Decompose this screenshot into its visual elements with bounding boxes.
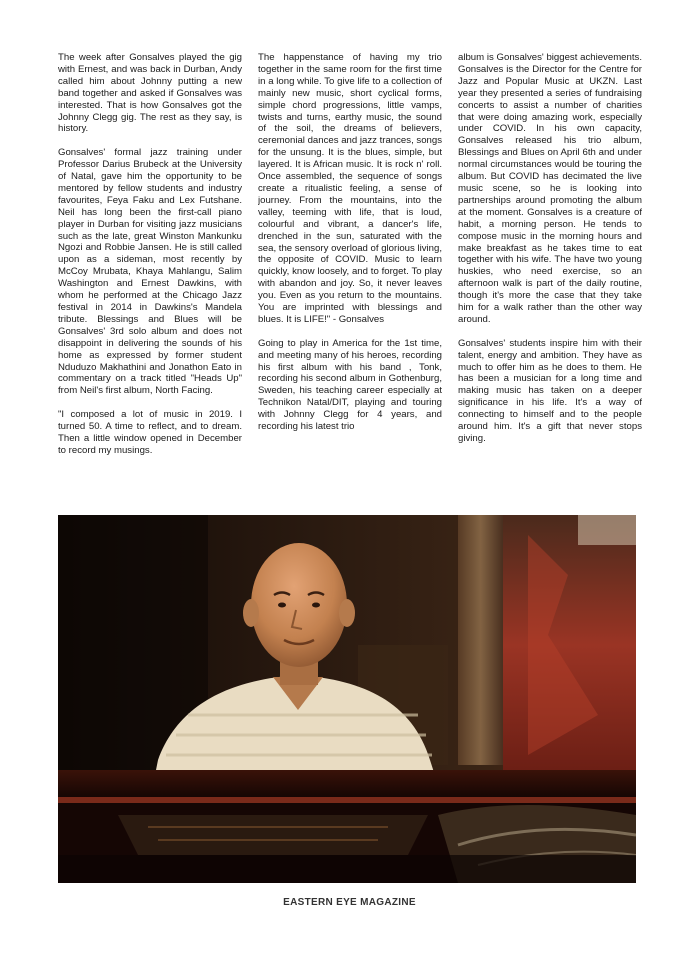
article-paragraph: Going to play in America for the 1st time, and meeting many of his heroes, recording his first album with his band , Tonk, recording his second album in Gothenburg, Sweden, his teaching career especially at Technikon Natal/DIT, playing and touring with Johnny Clegg for 4 years, and recording his latest trio — [258, 337, 442, 433]
pianist-photo — [58, 515, 636, 883]
article-paragraph: album is Gonsalves' biggest achievements. Gonsalves is the Director for the Centre for Jazz and Popular Music at UKZN. Last year they presented a series of fundraising concerts to assist a number of charities that were doing amazing work, especially under COVID. In his own capacity, Gonsalves released his trio album, Blessings and Blues on April 6th and under normal circumstances would be touring the album. But COVID has decimated the live music scene, so he is looking into partnerships around promoting the album at the moment. Gonsalves is a creature of habit, a morning person. He tends to compose music in the morning hours and make breakfast as he takes time to eat together with his wife. The have two young huskies, who need exercise, so an afternoon walk is part of the daily routine, though it's more the case that they take him for a walk rather than the other way around. — [458, 52, 642, 325]
article-paragraph: Gonsalves' formal jazz training under Professor Darius Brubeck at the University of Natal, gave him the opportunity to be mentored by fellow students and industry favourites, Feya Faku and Lex Futshane. Neil has long been the first-call piano player in Durban for visiting jazz musicians such as the late, great Winston Mankunku Ngozi and Robbie Jansen. He is still called upon as a sideman, most recently by McCoy Mrubata, Khaya Mahlangu, Salim Washington and Ernest Dawkins, with whom he performed at the Chicago Jazz festival in 2014 in Dawkins's Mandela tribute. Blessings and Blues will be Gonsalves' 3rd solo album and does not disappoint in delivering the sounds of his home as expressed by former student Nduduzo Makhathini and Jonathon Eato in commentary on a track titled "Heads Up" from Neil's first album, North Facing. — [58, 147, 242, 397]
article-paragraph: The week after Gonsalves played the gig with Ernest, and was back in Durban, Andy called him about Johnny putting a new band together and asked if Gonsalves was interested. That is how Gonsalves got the Johnny Clegg gig. The rest as they say, is history. — [58, 52, 242, 135]
article-column-3 — [458, 52, 642, 507]
pianist-illustration — [58, 515, 636, 883]
publication-footer: EASTERN EYE MAGAZINE — [283, 897, 416, 908]
article-paragraph: The happenstance of having my trio together in the same room for the first time in a long while. To give life to a collection of mainly new music, short cyclical forms, simple chord progressions, little vamps, twists and turns, earthy music, the sound of the soil, the dreams of believers, ceremonial dances and jazz trances, songs for the unsung. It is the blues, simple, but layered. It is African music. It is rock n' roll. Once assembled, the sequence of songs create a ritualistic feeling, a sense of journey. From the mountains, into the valley, teeming with life, that is loud, colourful and vibrant, a dancer's life, drenched in the sun, saturated with the sea, the sensory overload of glorious living, the opposite of COVID. Music to learn quickly, know loosely, and to forget. To play with abandon and joy. So, it never leaves you. Even as you return to the mountains. You are imprinted with blessings and blues. It is LIFE!" - Gonsalves — [258, 52, 442, 325]
article-column-2 — [258, 52, 442, 507]
article-column-1 — [58, 52, 242, 507]
article-paragraph: "I composed a lot of music in 2019. I turned 50. A time to reflect, and to dream. Then a little window opened in December to record my musings. — [58, 409, 242, 456]
article-paragraph: Gonsalves' students inspire him with their talent, energy and ambition. They have as much to offer him as he does to them. He has been a musician for a long time and making music has taken on a deeper significance in his life. It's a way of connecting to himself and to the people around him. It's a gift that never stops giving. — [458, 337, 642, 444]
article-columns — [58, 52, 642, 507]
